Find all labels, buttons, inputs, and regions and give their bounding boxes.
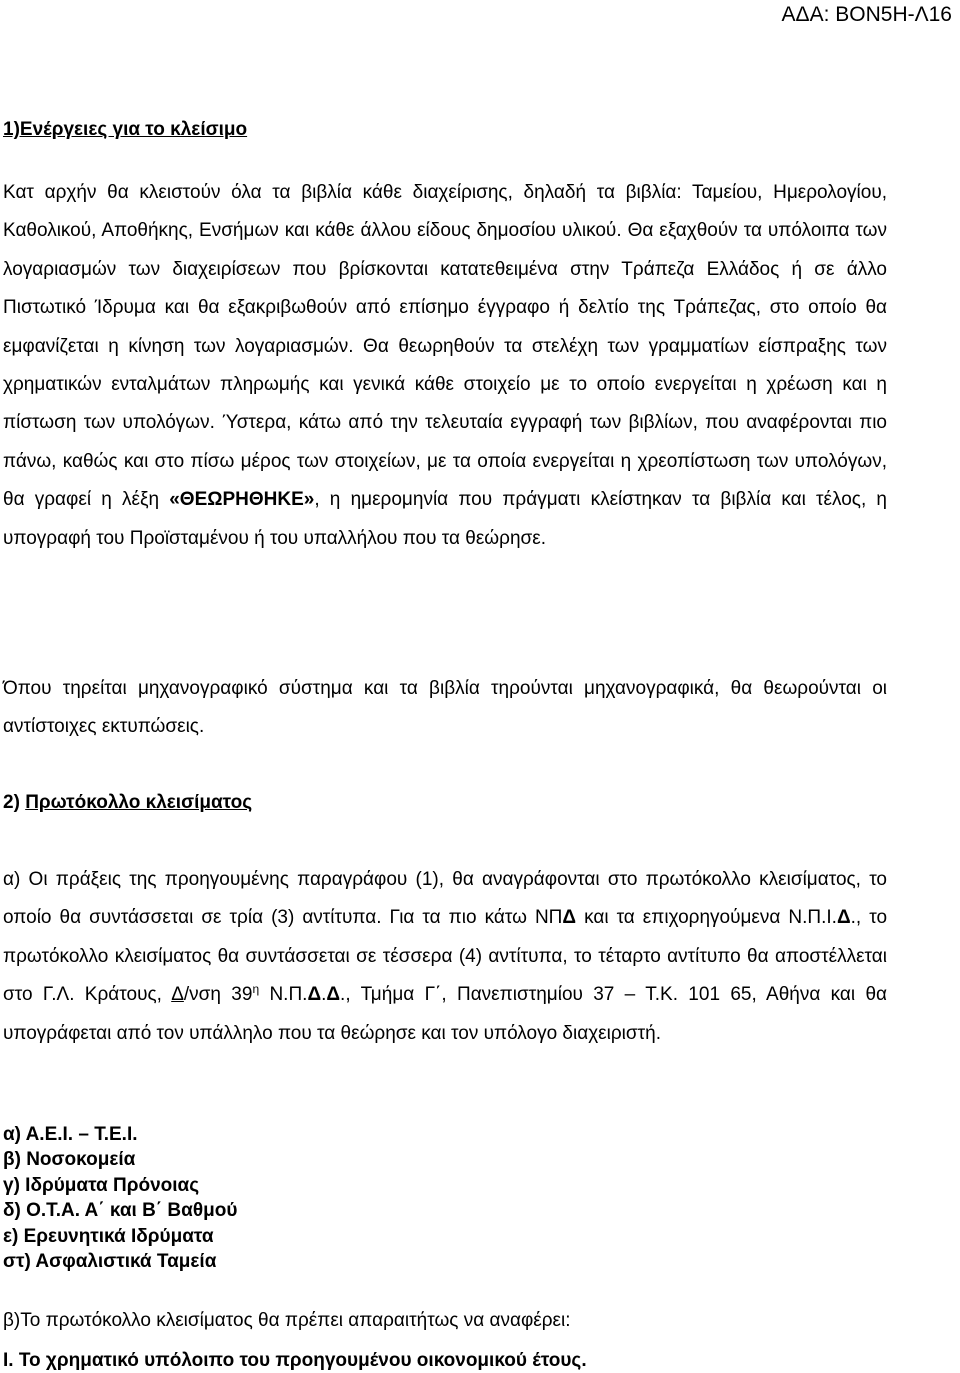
bold-delta: Δ [326, 984, 341, 1006]
list-item: δ) Ο.Τ.Α. Α΄ και Β΄ Βαθμού [3, 1200, 238, 1222]
section2-heading [3, 791, 252, 815]
section1-paragraph-1-text-b: , η ημερομηνία που πράγματι κλείστηκαν τα βιβλία και τέλος, η υπογραφή του Προϊσταμένου ή του υπαλλήλου που τα θεώρησε. [3, 489, 887, 549]
list-item: στ) Ασφαλιστικά Ταμεία [3, 1251, 217, 1273]
list-item: α) Α.Ε.Ι. – Τ.Ε.Ι. [3, 1124, 138, 1145]
list-item: γ) Ιδρύματα Πρόνοιας [3, 1174, 200, 1196]
entity-list [3, 1122, 237, 1274]
bold-delta: Δ [836, 907, 851, 929]
section2-heading-text: Πρωτόκολλο κλεισίματος [25, 792, 253, 813]
section1-paragraph-1 [3, 174, 887, 558]
bold-delta: Δ [562, 907, 577, 929]
list-item: β) Νοσοκομεία [3, 1149, 136, 1171]
paragraph-a-text-4: /νση 39 [183, 984, 253, 1006]
theorithike-word: «ΘΕΩΡΗΘΗΚΕ» [169, 489, 315, 511]
bold-delta: Δ [307, 984, 322, 1006]
paragraph-a-text-1: α) Οι πράξεις της προηγουμένης παραγράφου (1), θα αναγράφονται στο πρωτόκολλο κλεισίματος, το οποίο θα συντάσσεται σε τρία (3) αντίτυπα. Για τα πιο κάτω ΝΠ [3, 869, 887, 929]
paragraph-a-text-2: και τα επιχορηγούμενα Ν.Π.Ι. [576, 907, 837, 929]
paragraph-a-text-6: . [321, 984, 327, 1006]
paragraph-b: β)Το πρωτόκολλο κλεισίματος θα πρέπει απαραιτήτως να αναφέρει: [3, 1310, 571, 1331]
item-i: Ι. Το χρηματικό υπόλοιπο του προηγουμένου οικονομικού έτους. [3, 1350, 587, 1371]
section2-paragraph-a [3, 861, 887, 1053]
ada-code: ΑΔΑ: ΒΟΝ5Η-Λ16 [781, 3, 952, 26]
section1-paragraph-1-text-a: Κατ αρχήν θα κλειστούν όλα τα βιβλία κάθε διαχείρισης, δηλαδή τα βιβλία: Ταμείου, Ημερολογίου, Καθολικού, Αποθήκης, Ενσήμων και κάθε άλλου είδους δημοσίου υλικού. Θα εξαχθούν τα υπόλοιπα των λογαριασμών των διαχειρίσεων που βρίσκονται κατατεθειμένα στην Τράπεζα Ελλάδος ή σε άλλο Πιστωτικό Ίδρυμα και θα εξακριβωθούν από επίσημο έγγραφο ή δελτίο της Τράπεζας, στο οποίο θα εμφανίζεται η κίνηση των λογαριασμών. Θα θεωρηθούν τα στελέχη των γραμματίων είσπραξης των χρηματικών ενταλμάτων πληρωμής και γενικά κάθε στοιχείο με το οποίο ενεργείται η χρέωση και η πίστωση των υπολόγων. Ύστερα, κάτω από την τελευταία εγγραφή των βιβλίων, που αναφέρονται πιο πάνω, καθώς και στο πίσω μέρος των στοιχείων, με τα οποία ενεργείται η χρεοπίστωση των υπολόγων, θα γραφεί η λέξη [3, 182, 887, 511]
underlined-delta: Δ [171, 984, 184, 1006]
superscript-eta: η [252, 982, 260, 997]
paragraph-a-text-7: ., Τμήμα Γ΄, Πανεπιστημίου 37 – Τ.Κ. 101 65, Αθήνα και θα υπογράφεται από τον υπάλληλο που τα θεώρησε και τον υπόλογο διαχειριστή. [3, 984, 887, 1044]
section2-heading-number: 2) [3, 792, 26, 813]
list-item: ε) Ερευνητικά Ιδρύματα [3, 1225, 214, 1247]
section1-paragraph-2: Όπου τηρείται μηχανογραφικό σύστημα και τα βιβλία τηρούνται μηχανογραφικά, θα θεωρούνται οι αντίστοιχες εκτυπώσεις. [3, 678, 887, 738]
section1-heading: 1)Ενέργειες για το κλείσιμο [3, 119, 248, 140]
paragraph-a-text-5: Ν.Π. [259, 984, 308, 1006]
paragraph-a-text-3: ., το πρωτόκολλο κλεισίματος θα συντάσσεται σε τέσσερα (4) αντίτυπα, το τέταρτο αντίτυπο θα αποστέλλεται στο Γ.Λ. Κράτους, [3, 907, 888, 1006]
